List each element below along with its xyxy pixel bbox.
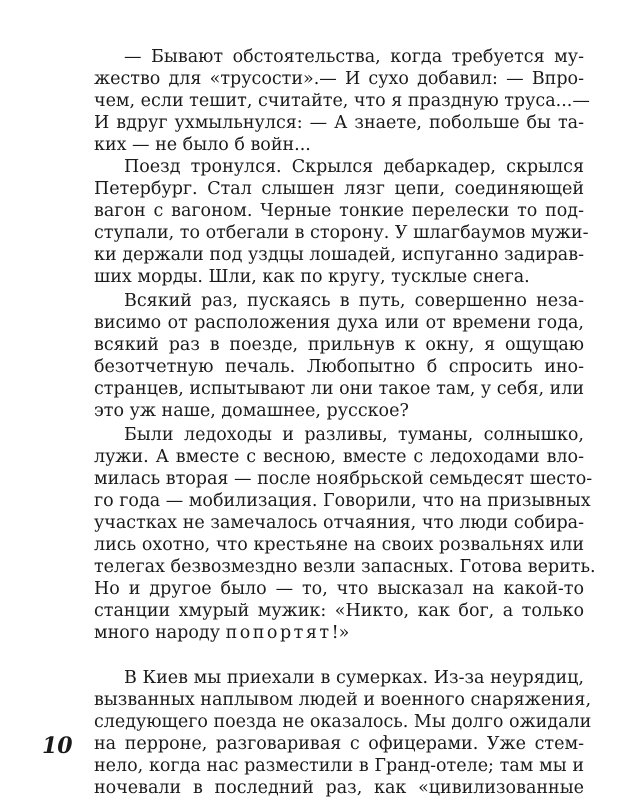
- text-line: Поезд тронулся. Скрылся дебаркадер, скрылся: [124, 157, 584, 177]
- text-line: В Киев мы приехали в сумерках. Из-за неурядиц,: [124, 668, 584, 688]
- text-line: Всякий раз, пускаясь в путь, совершенно неза-: [124, 291, 584, 311]
- text-line: телегах безвозмездно везли запасных. Готова верить.: [94, 557, 596, 577]
- text-line: лужи. А вместе с весною, вместе с ледоходами вло-: [94, 447, 584, 467]
- text-fragment: много народу: [94, 623, 226, 643]
- text-line: чем, если тешит, считайте, что я праздную труса...—: [94, 91, 590, 111]
- page-number: 10: [42, 733, 73, 759]
- text-line: следующего поезда не оказалось. Мы долго ожидали: [94, 712, 592, 732]
- text-line: участках не замечалось отчаяния, что люди собира-: [94, 513, 584, 533]
- text-fragment: !»: [331, 623, 350, 643]
- text-line: безотчетную печаль. Любопытно б спросить ино-: [94, 357, 584, 377]
- text-line: ших морды. Шли, как по кругу, тусклые снега.: [94, 267, 530, 287]
- text-line: висимо от расположения духа или от времени года,: [94, 313, 584, 333]
- text-line: Петербург. Стал слышен лязг цепи, соединяющей: [94, 179, 584, 199]
- text-line: на перроне, разговаривая с офицерами. Уже стем-: [94, 734, 584, 754]
- text-line: ступали, то отбегали в сторону. У шлагбаумов мужи-: [94, 223, 589, 243]
- text-line: Были ледоходы и разливы, туманы, солнышко,: [124, 425, 584, 445]
- text-line: вагон с вагоном. Черные тонкие перелески то под-: [94, 201, 584, 221]
- text-line: станции хмурый мужик: «Никто, как бог, а только: [94, 601, 584, 621]
- text-line: го года — мобилизация. Говорили, что на призывных: [94, 491, 591, 511]
- text-line: всякий раз в поезде, прильнув к окну, я ощущаю: [94, 335, 584, 355]
- text-line: лись охотно, что крестьяне на своих розвальнях или: [94, 535, 584, 555]
- text-line: — Бывают обстоятельства, когда требуется му-: [124, 47, 584, 67]
- text-line: это уж наше, домашнее, русское?: [94, 401, 409, 421]
- text-line: И вдруг ухмыльнулся: — А знаете, побольше бы та-: [94, 113, 584, 133]
- text-line: ких — не было б войн...: [94, 135, 311, 155]
- text-line: жество для «трусости».— И сухо добавил: — Впро-: [94, 69, 584, 89]
- text-line: ночевали в последний раз, как «цивилизованные: [94, 778, 584, 798]
- text-line: милась вторая — после ноябрьской семьдесят шесто-: [94, 469, 593, 489]
- text-line: вызванных наплывом людей и военного снаряжения,: [94, 690, 592, 710]
- text-line-last: [94, 622, 584, 644]
- text-line: Но и другое было — то, что высказал на какой-то: [94, 579, 584, 599]
- text-line: ки держали под уздцы лошадей, испуганно задирав-: [94, 245, 584, 265]
- text-line: странцев, испытывают ли они такое там, у себя, или: [94, 379, 585, 399]
- text-line: нело, когда нас разместили в Гранд-отеле; там мы и: [94, 756, 584, 776]
- spaced-emphasis: попортят: [225, 623, 332, 643]
